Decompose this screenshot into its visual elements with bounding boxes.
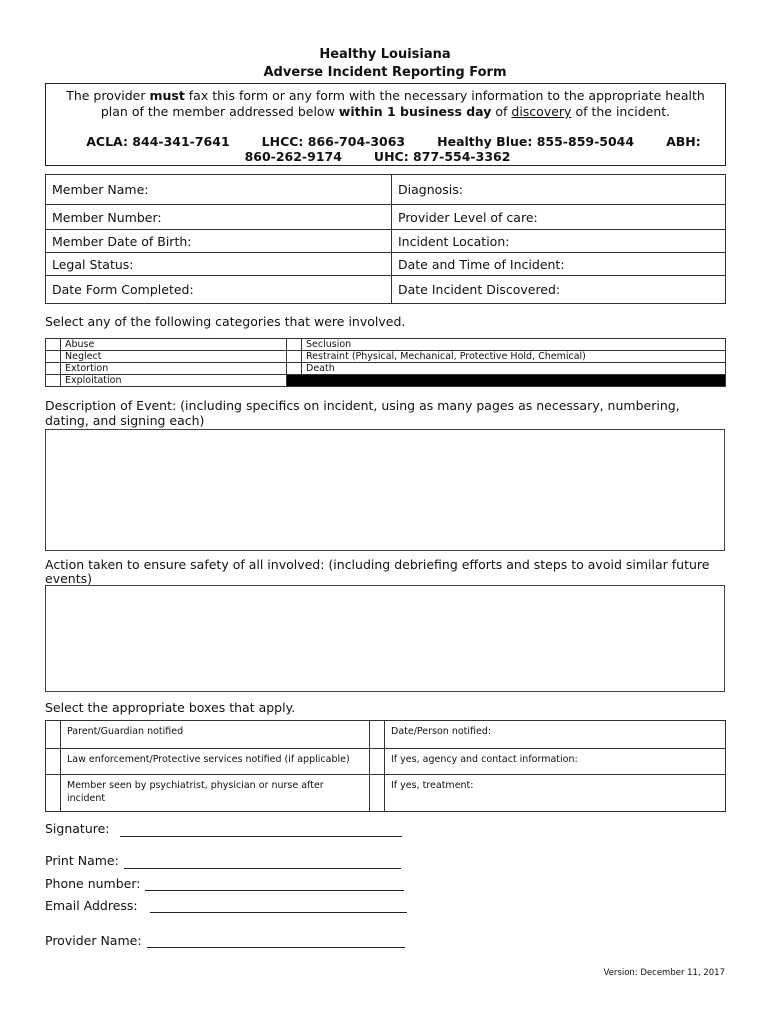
fax-lhcc: LHCC: 866-704-3063 bbox=[261, 134, 406, 149]
date-form-completed-field[interactable]: Date Form Completed: bbox=[46, 276, 392, 304]
member-name-field[interactable]: Member Name: bbox=[46, 175, 392, 205]
form-title-line1: Healthy Louisiana bbox=[319, 47, 451, 62]
phone-label: Phone number: bbox=[45, 876, 141, 891]
incident-location-field[interactable]: Incident Location: bbox=[392, 230, 726, 253]
treatment-field[interactable]: If yes, treatment: bbox=[385, 775, 726, 812]
death-checkbox[interactable] bbox=[287, 363, 302, 375]
categories-prompt: Select any of the following categories that were involved. bbox=[45, 314, 406, 329]
notifications-table bbox=[45, 720, 726, 812]
member-seen-checkbox[interactable] bbox=[46, 775, 61, 812]
fax-notice-text: The provider must fax this form or any form with the necessary information to the appropriate health plan of the member addressed below within 1 business day of discovery of the incident. bbox=[66, 88, 705, 119]
member-seen-label: Member seen by psychiatrist, physician or nurse after incident bbox=[61, 775, 370, 812]
signature-label: Signature: bbox=[45, 821, 110, 836]
fax-abh: ABH: 860-262-9174 bbox=[244, 134, 701, 164]
version-text: Version: December 11, 2017 bbox=[603, 968, 725, 978]
agency-contact-field[interactable]: If yes, agency and contact information: bbox=[385, 749, 726, 775]
member-seen-col-checkbox[interactable] bbox=[370, 775, 385, 812]
category-restraint: Restraint (Physical, Mechanical, Protective Hold, Chemical) bbox=[302, 351, 726, 363]
neglect-checkbox[interactable] bbox=[46, 351, 61, 363]
seclusion-checkbox[interactable] bbox=[287, 339, 302, 351]
member-dob-field[interactable]: Member Date of Birth: bbox=[46, 230, 392, 253]
action-textarea[interactable] bbox=[45, 585, 725, 692]
parent-notified-checkbox[interactable] bbox=[46, 721, 61, 749]
law-enforcement-col-checkbox[interactable] bbox=[370, 749, 385, 775]
incident-datetime-field[interactable]: Date and Time of Incident: bbox=[392, 253, 726, 276]
category-extortion: Extortion bbox=[61, 363, 287, 375]
provider-name-line[interactable] bbox=[147, 933, 405, 948]
restraint-checkbox[interactable] bbox=[287, 351, 302, 363]
category-exploitation: Exploitation bbox=[61, 375, 287, 387]
email-label: Email Address: bbox=[45, 898, 138, 913]
abuse-checkbox[interactable] bbox=[46, 339, 61, 351]
print-name-line[interactable] bbox=[124, 854, 401, 869]
legal-status-field[interactable]: Legal Status: bbox=[46, 253, 392, 276]
extortion-checkbox[interactable] bbox=[46, 363, 61, 375]
signature-line[interactable] bbox=[120, 822, 402, 837]
provider-level-of-care-field[interactable]: Provider Level of care: bbox=[392, 205, 726, 230]
form-title-line2: Adverse Incident Reporting Form bbox=[263, 65, 507, 80]
categories-table bbox=[45, 338, 726, 387]
fax-uhc: UHC: 877-554-3362 bbox=[373, 149, 511, 164]
date-incident-discovered-field[interactable]: Date Incident Discovered: bbox=[392, 276, 726, 304]
date-person-notified-field[interactable]: Date/Person notified: bbox=[385, 721, 726, 749]
member-number-field[interactable]: Member Number: bbox=[46, 205, 392, 230]
description-textarea[interactable] bbox=[45, 429, 725, 551]
parent-notified-col-checkbox[interactable] bbox=[370, 721, 385, 749]
category-neglect: Neglect bbox=[61, 351, 287, 363]
provider-name-label: Provider Name: bbox=[45, 933, 142, 948]
category-death: Death bbox=[302, 363, 726, 375]
blacked-out-cell bbox=[287, 375, 726, 387]
fax-acla: ACLA: 844-341-7641 bbox=[86, 134, 230, 149]
print-name-label: Print Name: bbox=[45, 853, 119, 868]
fax-healthy-blue: Healthy Blue: 855-859-5044 bbox=[437, 134, 635, 149]
law-enforcement-checkbox[interactable] bbox=[46, 749, 61, 775]
law-enforcement-label: Law enforcement/Protective services notified (if applicable) bbox=[61, 749, 370, 775]
action-label: Action taken to ensure safety of all involved: (including debriefing efforts and steps to avoid similar future events) bbox=[45, 557, 710, 586]
exploitation-checkbox[interactable] bbox=[46, 375, 61, 387]
description-label: Description of Event: (including specifics on incident, using as many pages as necessary, numbering, dating, and signing each) bbox=[45, 398, 680, 428]
health-plan-fax-numbers bbox=[54, 134, 717, 164]
category-seclusion: Seclusion bbox=[302, 339, 726, 351]
member-info-table bbox=[45, 174, 726, 304]
apply-prompt: Select the appropriate boxes that apply. bbox=[45, 700, 296, 715]
category-abuse: Abuse bbox=[61, 339, 287, 351]
phone-line[interactable] bbox=[145, 876, 404, 891]
parent-notified-label: Parent/Guardian notified bbox=[61, 721, 370, 749]
email-line[interactable] bbox=[150, 898, 407, 913]
diagnosis-field[interactable]: Diagnosis: bbox=[392, 175, 726, 205]
fax-notice-box bbox=[45, 83, 726, 166]
